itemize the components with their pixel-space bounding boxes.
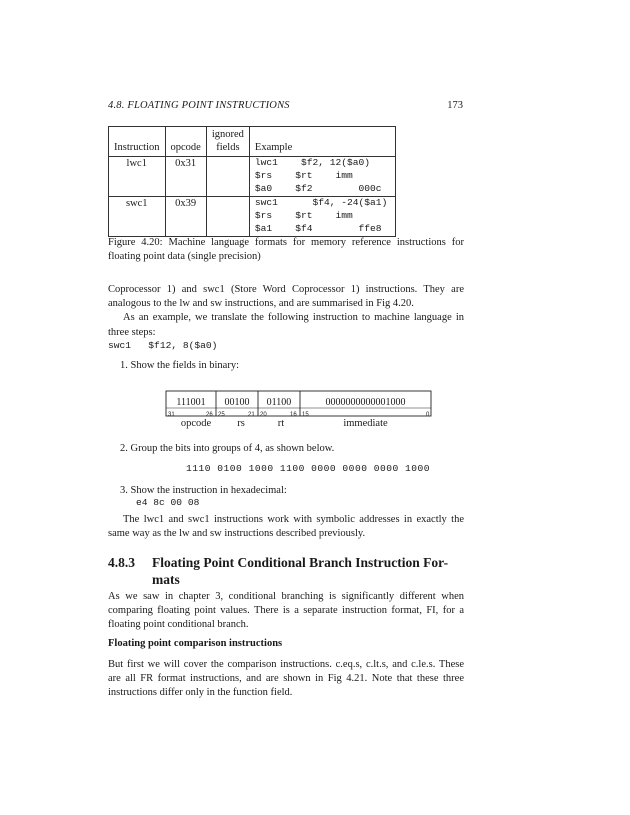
paragraph-text: Coprocessor 1) and swc1 (Store Word Coprocessor 1) instructions. They are analogous to the lw and sw instructions, and are summarised in Fig 4.20. xyxy=(108,284,464,310)
paragraph-comparison: But first we will cover the comparison instructions. c.eq.s, c.lt.s, and c.le.s. These are all FR format instructions, and are shown in Fig 4.21. Note that these three instructions differ only in the function field. xyxy=(108,659,464,699)
cell-ignored xyxy=(206,157,249,197)
table-row xyxy=(109,197,396,237)
example-line: $rs $rt imm xyxy=(254,210,353,222)
cell-opcode: 0x39 xyxy=(165,197,206,237)
bit-index: 20 xyxy=(260,412,267,418)
bit-index: 15 xyxy=(302,412,309,418)
field-value-rs: 00100 xyxy=(224,397,250,408)
subsection-heading: Floating point comparison instructions xyxy=(108,638,283,649)
bit-index: 0 xyxy=(426,412,430,418)
bit-index: 31 xyxy=(168,412,175,418)
memory-format-table xyxy=(108,126,396,237)
cell-example xyxy=(249,197,395,237)
example-line: lwc1 $f2, 12($a0) xyxy=(254,157,371,169)
cell-instruction: swc1 xyxy=(109,197,166,237)
step-3: 3. Show the instruction in hexadecimal: xyxy=(120,485,287,496)
cell-instruction: lwc1 xyxy=(109,157,166,197)
header-instruction: Instruction xyxy=(109,127,166,157)
table-header-row xyxy=(109,127,396,157)
paragraph-symbolic: The lwc1 and swc1 instructions work with symbolic addresses in exactly the same way as the lw and sw instructions described previously. xyxy=(108,514,464,540)
bit-index: 21 xyxy=(248,412,255,418)
field-value-opcode: 111001 xyxy=(176,397,206,408)
code-example: swc1 $f12, 8($a0) xyxy=(108,339,218,351)
paragraph-branching: As we saw in chapter 3, conditional branching is significantly different when comparing floating point values. There is a separate instruction format, FI, for a floating point conditional branch. xyxy=(108,591,464,631)
header-ignored-line2: fields xyxy=(216,142,240,154)
field-label-rt: rt xyxy=(277,418,285,429)
paragraph-intro xyxy=(108,283,464,353)
example-line: $a1 $f4 ffe8 xyxy=(254,223,382,235)
field-value-immediate: 0000000000001000 xyxy=(325,397,406,408)
figure-caption: Figure 4.20: Machine language formats for memory reference instructions for floating point data (single precision) xyxy=(108,237,464,263)
step-1: 1. Show the fields in binary: xyxy=(120,360,239,371)
cell-opcode: 0x31 xyxy=(165,157,206,197)
page-header xyxy=(108,99,463,113)
cell-ignored xyxy=(206,197,249,237)
section-heading xyxy=(108,555,468,589)
example-line: $rs $rt imm xyxy=(254,170,353,182)
field-label-immediate: immediate xyxy=(343,418,388,429)
bit-index: 25 xyxy=(218,412,225,418)
example-line: $a0 $f2 000c xyxy=(254,183,382,195)
field-label-opcode: opcode xyxy=(180,418,212,429)
section-title-line2: mats xyxy=(152,571,180,587)
example-line: swc1 $f4, -24($a1) xyxy=(254,197,388,209)
header-ignored-line1: ignored xyxy=(211,129,244,140)
field-value-rt: 01100 xyxy=(266,397,292,408)
paragraph-text: As an example, we translate the following instruction to machine language in three steps: xyxy=(108,312,464,338)
section-title-line1: Floating Point Conditional Branch Instruction For- xyxy=(152,555,449,570)
header-opcode: opcode xyxy=(165,127,206,157)
step-2: 2. Group the bits into groups of 4, as shown below. xyxy=(120,443,335,454)
field-label-rs: rs xyxy=(237,418,245,429)
running-title: 4.8. FLOATING POINT INSTRUCTIONS xyxy=(108,100,290,111)
section-number: 4.8.3 xyxy=(108,555,135,570)
bit-index: 26 xyxy=(206,412,213,418)
page-number: 173 xyxy=(447,100,463,111)
header-example: Example xyxy=(249,127,395,157)
cell-example xyxy=(249,157,395,197)
bit-index: 16 xyxy=(290,412,297,418)
binary-groups: 1110 0100 1000 1100 0000 0000 0000 1000 xyxy=(186,463,431,474)
hex-value: e4 8c 00 08 xyxy=(136,497,200,508)
header-ignored-fields xyxy=(206,127,249,157)
table-row xyxy=(109,157,396,197)
